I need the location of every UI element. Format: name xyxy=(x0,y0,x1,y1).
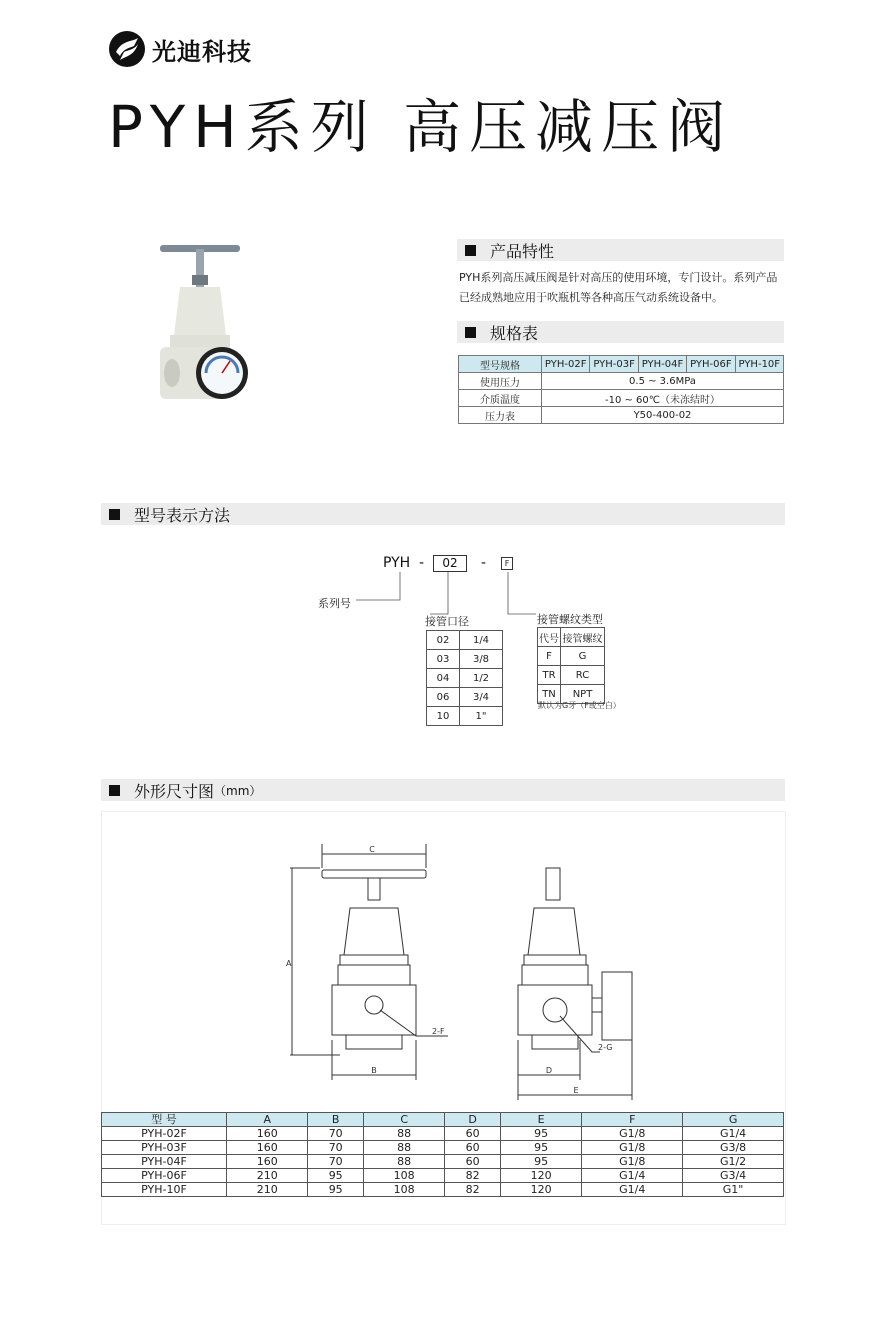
dims-cell: 95 xyxy=(500,1127,581,1141)
thread-type-label: 接管螺纹类型 xyxy=(537,613,603,626)
thread-type: RC xyxy=(561,666,605,685)
bore-size: 3/4 xyxy=(460,688,503,707)
spec-row-label: 压力表 xyxy=(459,407,542,424)
features-heading-bar xyxy=(457,239,784,261)
thread-type: NPT xyxy=(561,685,605,704)
spec-row-value: -10 ~ 60℃（未冻结时） xyxy=(542,390,784,407)
square-bullet-icon xyxy=(109,509,120,520)
dims-heading-unit: （mm） xyxy=(214,783,262,798)
dims-cell: 210 xyxy=(227,1169,308,1183)
thread-code: TR xyxy=(538,666,561,685)
bore-code: 10 xyxy=(427,707,460,726)
dims-cell: PYH-04F xyxy=(102,1155,227,1169)
page-title: PYH系列 高压减压阀 xyxy=(108,93,734,161)
dims-row xyxy=(102,1127,784,1141)
dims-header-cell: 型 号 xyxy=(102,1113,227,1127)
dims-cell: 108 xyxy=(363,1183,444,1197)
bore-row xyxy=(427,650,503,669)
dims-cell: 82 xyxy=(445,1183,501,1197)
dims-cell: G3/4 xyxy=(683,1169,784,1183)
square-bullet-icon xyxy=(465,245,476,256)
thread-type: G xyxy=(561,647,605,666)
dims-cell: 120 xyxy=(500,1169,581,1183)
dims-cell: G1/8 xyxy=(582,1155,683,1169)
dims-cell: 160 xyxy=(227,1141,308,1155)
thread-header-row xyxy=(538,628,605,647)
spec-header-row xyxy=(459,356,784,373)
dims-cell: G1/2 xyxy=(683,1155,784,1169)
spec-header-cell: PYH-04F xyxy=(638,356,686,373)
dims-cell: 95 xyxy=(308,1183,364,1197)
features-text: PYH系列高压减压阀是针对高压的使用环境，专门设计。系列产品已经成熟地应用于吹瓶机等各种高压气动系统设备中。 xyxy=(459,271,778,304)
spec-header-cell: 型号规格 xyxy=(459,356,542,373)
square-bullet-icon xyxy=(109,785,120,796)
dim-label-c: C xyxy=(369,845,375,854)
product-photo xyxy=(150,235,260,410)
dim-label-f: 2-F xyxy=(432,1027,445,1036)
bore-table xyxy=(426,630,503,726)
dims-cell: PYH-02F xyxy=(102,1127,227,1141)
dims-heading-bar xyxy=(101,779,785,801)
bore-size: 1" xyxy=(460,707,503,726)
spec-heading: 规格表 xyxy=(490,323,539,343)
dims-cell: 88 xyxy=(363,1141,444,1155)
dims-cell: 88 xyxy=(363,1127,444,1141)
dims-cell: 95 xyxy=(308,1169,364,1183)
dims-header-cell: C xyxy=(363,1113,444,1127)
spec-header-cell: PYH-06F xyxy=(687,356,735,373)
thread-header-cell: 接管螺纹 xyxy=(561,628,605,647)
dims-cell: 95 xyxy=(500,1141,581,1155)
square-bullet-icon xyxy=(465,327,476,338)
dims-cell: 70 xyxy=(308,1155,364,1169)
dims-cell: 160 xyxy=(227,1127,308,1141)
dims-cell: 210 xyxy=(227,1183,308,1197)
bore-row xyxy=(427,631,503,650)
spec-header-cell: PYH-02F xyxy=(542,356,590,373)
dimension-drawing xyxy=(280,840,650,1100)
brand xyxy=(108,30,252,68)
bore-row xyxy=(427,688,503,707)
dims-cell: 70 xyxy=(308,1127,364,1141)
dims-cell: 108 xyxy=(363,1169,444,1183)
dims-table xyxy=(101,1112,784,1197)
spec-heading-bar xyxy=(457,321,784,343)
dims-row xyxy=(102,1169,784,1183)
dims-cell: 88 xyxy=(363,1155,444,1169)
dims-cell: 95 xyxy=(500,1155,581,1169)
dims-cell: PYH-06F xyxy=(102,1169,227,1183)
bore-size: 1/2 xyxy=(460,669,503,688)
thread-code: TN xyxy=(538,685,561,704)
dim-label-a: A xyxy=(286,959,292,968)
thread-row xyxy=(538,647,605,666)
bore-code: 04 xyxy=(427,669,460,688)
dims-header-row xyxy=(102,1113,784,1127)
dims-row xyxy=(102,1183,784,1197)
spec-row-label: 介质温度 xyxy=(459,390,542,407)
dims-cell: G1/8 xyxy=(582,1141,683,1155)
dims-cell: 160 xyxy=(227,1155,308,1169)
bore-label: 接管口径 xyxy=(425,615,469,628)
dims-cell: 60 xyxy=(445,1141,501,1155)
thread-note: 默认为G牙（F或空白） xyxy=(538,701,621,710)
thread-code: F xyxy=(538,647,561,666)
spec-header-cell: PYH-03F xyxy=(590,356,638,373)
dims-cell: G3/8 xyxy=(683,1141,784,1155)
dim-label-g: 2-G xyxy=(598,1043,613,1052)
model-thread-box: F xyxy=(501,557,513,570)
dims-header-cell: E xyxy=(500,1113,581,1127)
dims-cell: G1/4 xyxy=(582,1183,683,1197)
dims-header-cell: F xyxy=(582,1113,683,1127)
dims-cell: G1/4 xyxy=(683,1127,784,1141)
model-heading-bar xyxy=(101,503,785,525)
dims-cell: 60 xyxy=(445,1127,501,1141)
series-label: 系列号 xyxy=(318,597,351,610)
spec-row xyxy=(459,373,784,390)
bore-row xyxy=(427,669,503,688)
model-prefix: PYH xyxy=(383,555,411,571)
dims-cell: PYH-03F xyxy=(102,1141,227,1155)
dim-label-d: D xyxy=(545,1066,553,1075)
dims-cell: 60 xyxy=(445,1155,501,1169)
dims-row xyxy=(102,1141,784,1155)
model-dash: - xyxy=(481,555,487,571)
spec-header-cell: PYH-10F xyxy=(735,356,783,373)
dims-cell: G1/4 xyxy=(582,1169,683,1183)
dims-cell: G1" xyxy=(683,1183,784,1197)
bore-code: 02 xyxy=(427,631,460,650)
dims-header-cell: A xyxy=(227,1113,308,1127)
dims-heading: 外形尺寸图 xyxy=(134,781,215,801)
dims-cell: 70 xyxy=(308,1141,364,1155)
dims-cell: G1/8 xyxy=(582,1127,683,1141)
bore-row xyxy=(427,707,503,726)
dims-cell: PYH-10F xyxy=(102,1183,227,1197)
spec-row xyxy=(459,390,784,407)
thread-table xyxy=(537,627,605,704)
dim-label-b: B xyxy=(371,1066,377,1075)
bore-code: 03 xyxy=(427,650,460,669)
spec-row-label: 使用压力 xyxy=(459,373,542,390)
spec-row-value: 0.5 ~ 3.6MPa xyxy=(542,373,784,390)
dims-header-cell: G xyxy=(683,1113,784,1127)
bore-size: 1/4 xyxy=(460,631,503,650)
dims-header-cell: B xyxy=(308,1113,364,1127)
model-size-box: 02 xyxy=(433,555,467,572)
thread-header-cell: 代号 xyxy=(538,628,561,647)
dims-cell: 82 xyxy=(445,1169,501,1183)
spec-row xyxy=(459,407,784,424)
bore-code: 06 xyxy=(427,688,460,707)
model-heading: 型号表示方法 xyxy=(134,505,231,525)
s-swoosh-icon xyxy=(108,30,146,68)
dims-row xyxy=(102,1155,784,1169)
model-dash: - xyxy=(419,555,425,571)
spec-table xyxy=(458,355,784,424)
dims-cell: 120 xyxy=(500,1183,581,1197)
features-heading: 产品特性 xyxy=(490,241,555,261)
dims-header-cell: D xyxy=(445,1113,501,1127)
spec-row-value: Y50-400-02 xyxy=(542,407,784,424)
brand-name: 光迪科技 xyxy=(152,37,252,66)
dim-label-e: E xyxy=(573,1086,579,1095)
bore-size: 3/8 xyxy=(460,650,503,669)
thread-row xyxy=(538,666,605,685)
